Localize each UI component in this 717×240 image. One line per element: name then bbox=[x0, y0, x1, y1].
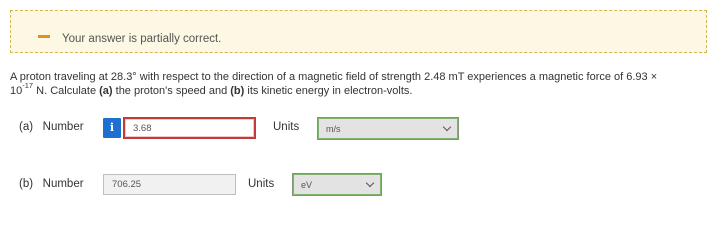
question-line-2 bbox=[10, 81, 710, 98]
info-icon[interactable]: i bbox=[103, 118, 121, 138]
exponent-base: 10 bbox=[10, 85, 23, 97]
part-b-units-label: Units bbox=[248, 178, 275, 190]
chevron-down-icon bbox=[443, 123, 451, 131]
question-text bbox=[10, 70, 710, 98]
part-b-units-select[interactable] bbox=[292, 173, 382, 196]
part-b-label: (b) Number bbox=[19, 178, 84, 190]
part-a-label: (a) Number bbox=[19, 121, 84, 133]
part-b-number-value: 706.25 bbox=[112, 179, 142, 190]
part-a-number-value: 3.68 bbox=[133, 122, 152, 134]
part-a-units-value: m/s bbox=[326, 123, 341, 134]
part-a-number-input[interactable] bbox=[123, 117, 256, 139]
question-text-part: the proton's speed and bbox=[112, 85, 231, 97]
part-a-marker: (a) bbox=[99, 85, 113, 97]
feedback-banner bbox=[10, 10, 707, 53]
part-b-units-value: eV bbox=[301, 179, 313, 190]
part-b-marker: (b) bbox=[230, 85, 245, 97]
part-b-number-input[interactable] bbox=[103, 174, 236, 195]
question-text-part: its kinetic energy in electron-volts. bbox=[244, 85, 413, 97]
partial-correct-icon bbox=[38, 35, 50, 38]
exponent: -17 bbox=[22, 81, 34, 91]
part-a-units-label: Units bbox=[273, 121, 300, 133]
question-line-1: A proton traveling at 28.3° with respect to the direction of a magnetic field of strength 2.48 mT experiences a magnetic force of 6.93 × bbox=[10, 71, 658, 83]
question-text-part: N. Calculate bbox=[33, 85, 100, 97]
part-a-units-select[interactable] bbox=[317, 117, 459, 140]
feedback-text: Your answer is partially correct. bbox=[62, 33, 222, 45]
chevron-down-icon bbox=[366, 179, 374, 187]
